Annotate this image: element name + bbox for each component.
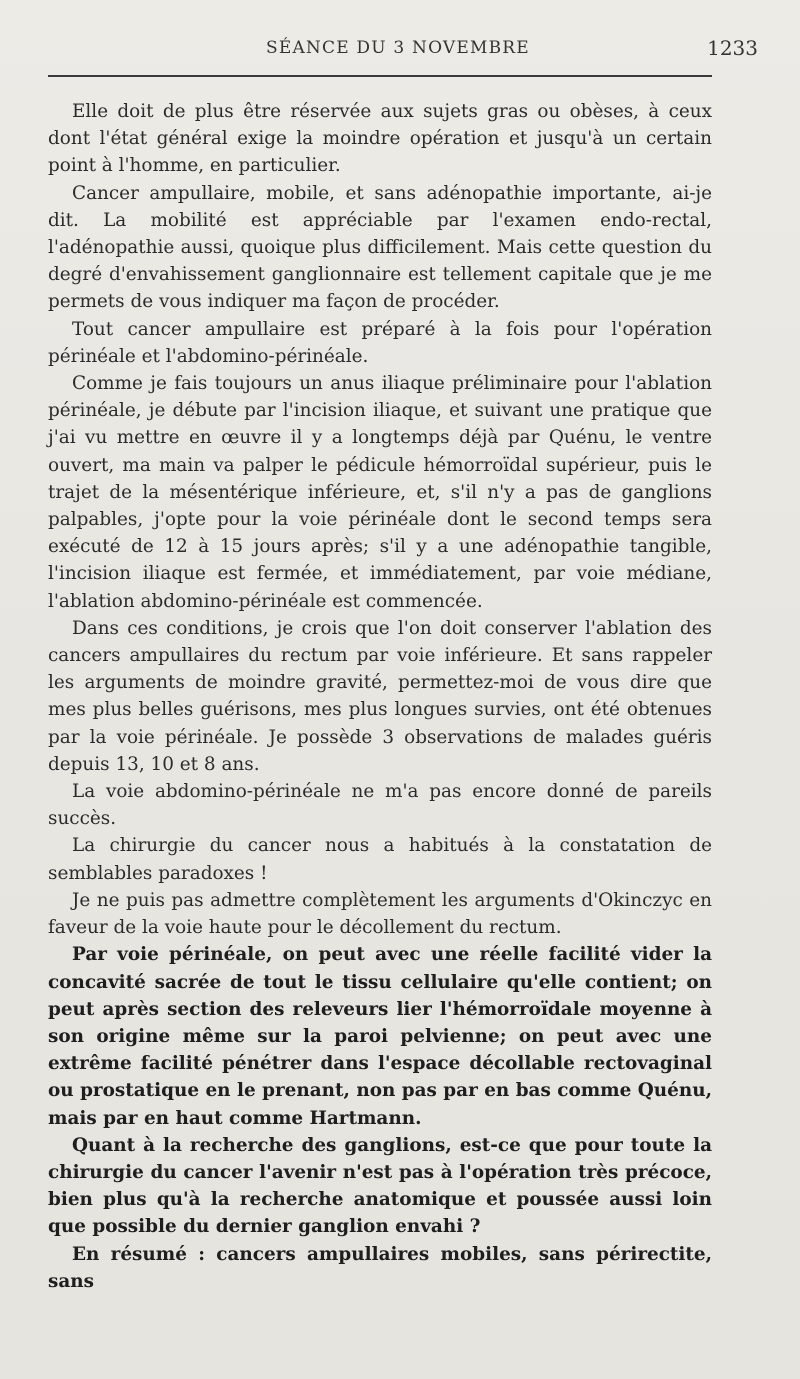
paragraph: Elle doit de plus être réservée aux sujets gras ou obèses, à ceux dont l'état général exige la moindre opération et jusqu'à un certain point à l'homme, en particulier. bbox=[48, 101, 712, 177]
paragraph: La voie abdomino-périnéale ne m'a pas encore donné de pareils succès. bbox=[48, 781, 712, 830]
body-text bbox=[48, 98, 712, 1295]
page-header bbox=[48, 34, 758, 64]
paragraph: Dans ces conditions, je crois que l'on doit conserver l'ablation des cancers ampullaires du rectum par voie inférieure. Et sans rappeler les arguments de moindre gravité, permettez-moi de vous dire que mes plus belles guérisons, mes plus longues survies, ont été obtenues par la voie périnéale. Je possède 3 observations de malades guéris depuis 13, 10 et 8 ans. bbox=[48, 617, 712, 775]
header-rule bbox=[48, 75, 712, 77]
paragraph: La chirurgie du cancer nous a habitués à la constatation de semblables paradoxes ! bbox=[48, 835, 712, 884]
paragraph: Par voie périnéale, on peut avec une réelle facilité vider la concavité sacrée de tout le tissu cellulaire qu'elle contient; on peut après section des releveurs lier l'hémorroïdale moyenne à son origine même sur la paroi pelvienne; on peut avec une extrême facilité pénétrer dans l'espace décollable rectovaginal ou prostatique en le prenant, non pas par en bas comme Quénu, mais par en haut comme Hartmann. bbox=[48, 944, 712, 1129]
paragraph: En résumé : cancers ampullaires mobiles, sans périrectite, sans bbox=[48, 1243, 712, 1292]
running-title: SÉANCE DU 3 NOVEMBRE bbox=[266, 38, 530, 58]
paragraph: Quant à la recherche des ganglions, est-ce que pour toute la chirurgie du cancer l'avenir n'est pas à l'opération très précoce, bien plus qu'à la recherche anatomique et poussée aussi loin que possible du dernier ganglion envahi ? bbox=[48, 1134, 712, 1238]
paragraph: Comme je fais toujours un anus iliaque préliminaire pour l'ablation périnéale, je débute par l'incision iliaque, et suivant une pratique que j'ai vu mettre en œuvre il y a longtemps déjà par Quénu, le ventre ouvert, ma main va palper le pédicule hémorroïdal supérieur, puis le trajet de la mésentérique inférieure, et, s'il n'y a pas de ganglions palpables, j'opte pour la voie périnéale dont le second temps sera exécuté de 12 à 15 jours après; s'il y a une adénopathie tangible, l'incision iliaque est fermée, et immédiatement, par voie médiane, l'ablation abdomino-périnéale est commencée. bbox=[48, 373, 712, 612]
page-number: 1233 bbox=[707, 36, 758, 60]
paragraph: Tout cancer ampullaire est préparé à la fois pour l'opération périnéale et l'abdomino-périnéale. bbox=[48, 318, 712, 367]
paragraph: Je ne puis pas admettre complètement les arguments d'Okinczyc en faveur de la voie haute pour le décollement du rectum. bbox=[48, 889, 712, 939]
paragraph: Cancer ampullaire, mobile, et sans adénopathie importante, ai-je dit. La mobilité est appréciable par l'examen endo-rectal, l'adénopathie aussi, quoique plus difficilement. Mais cette question du degré d'envahissement ganglionnaire est tellement capitale que je me permets de vous indiquer ma façon de procéder. bbox=[48, 182, 712, 313]
